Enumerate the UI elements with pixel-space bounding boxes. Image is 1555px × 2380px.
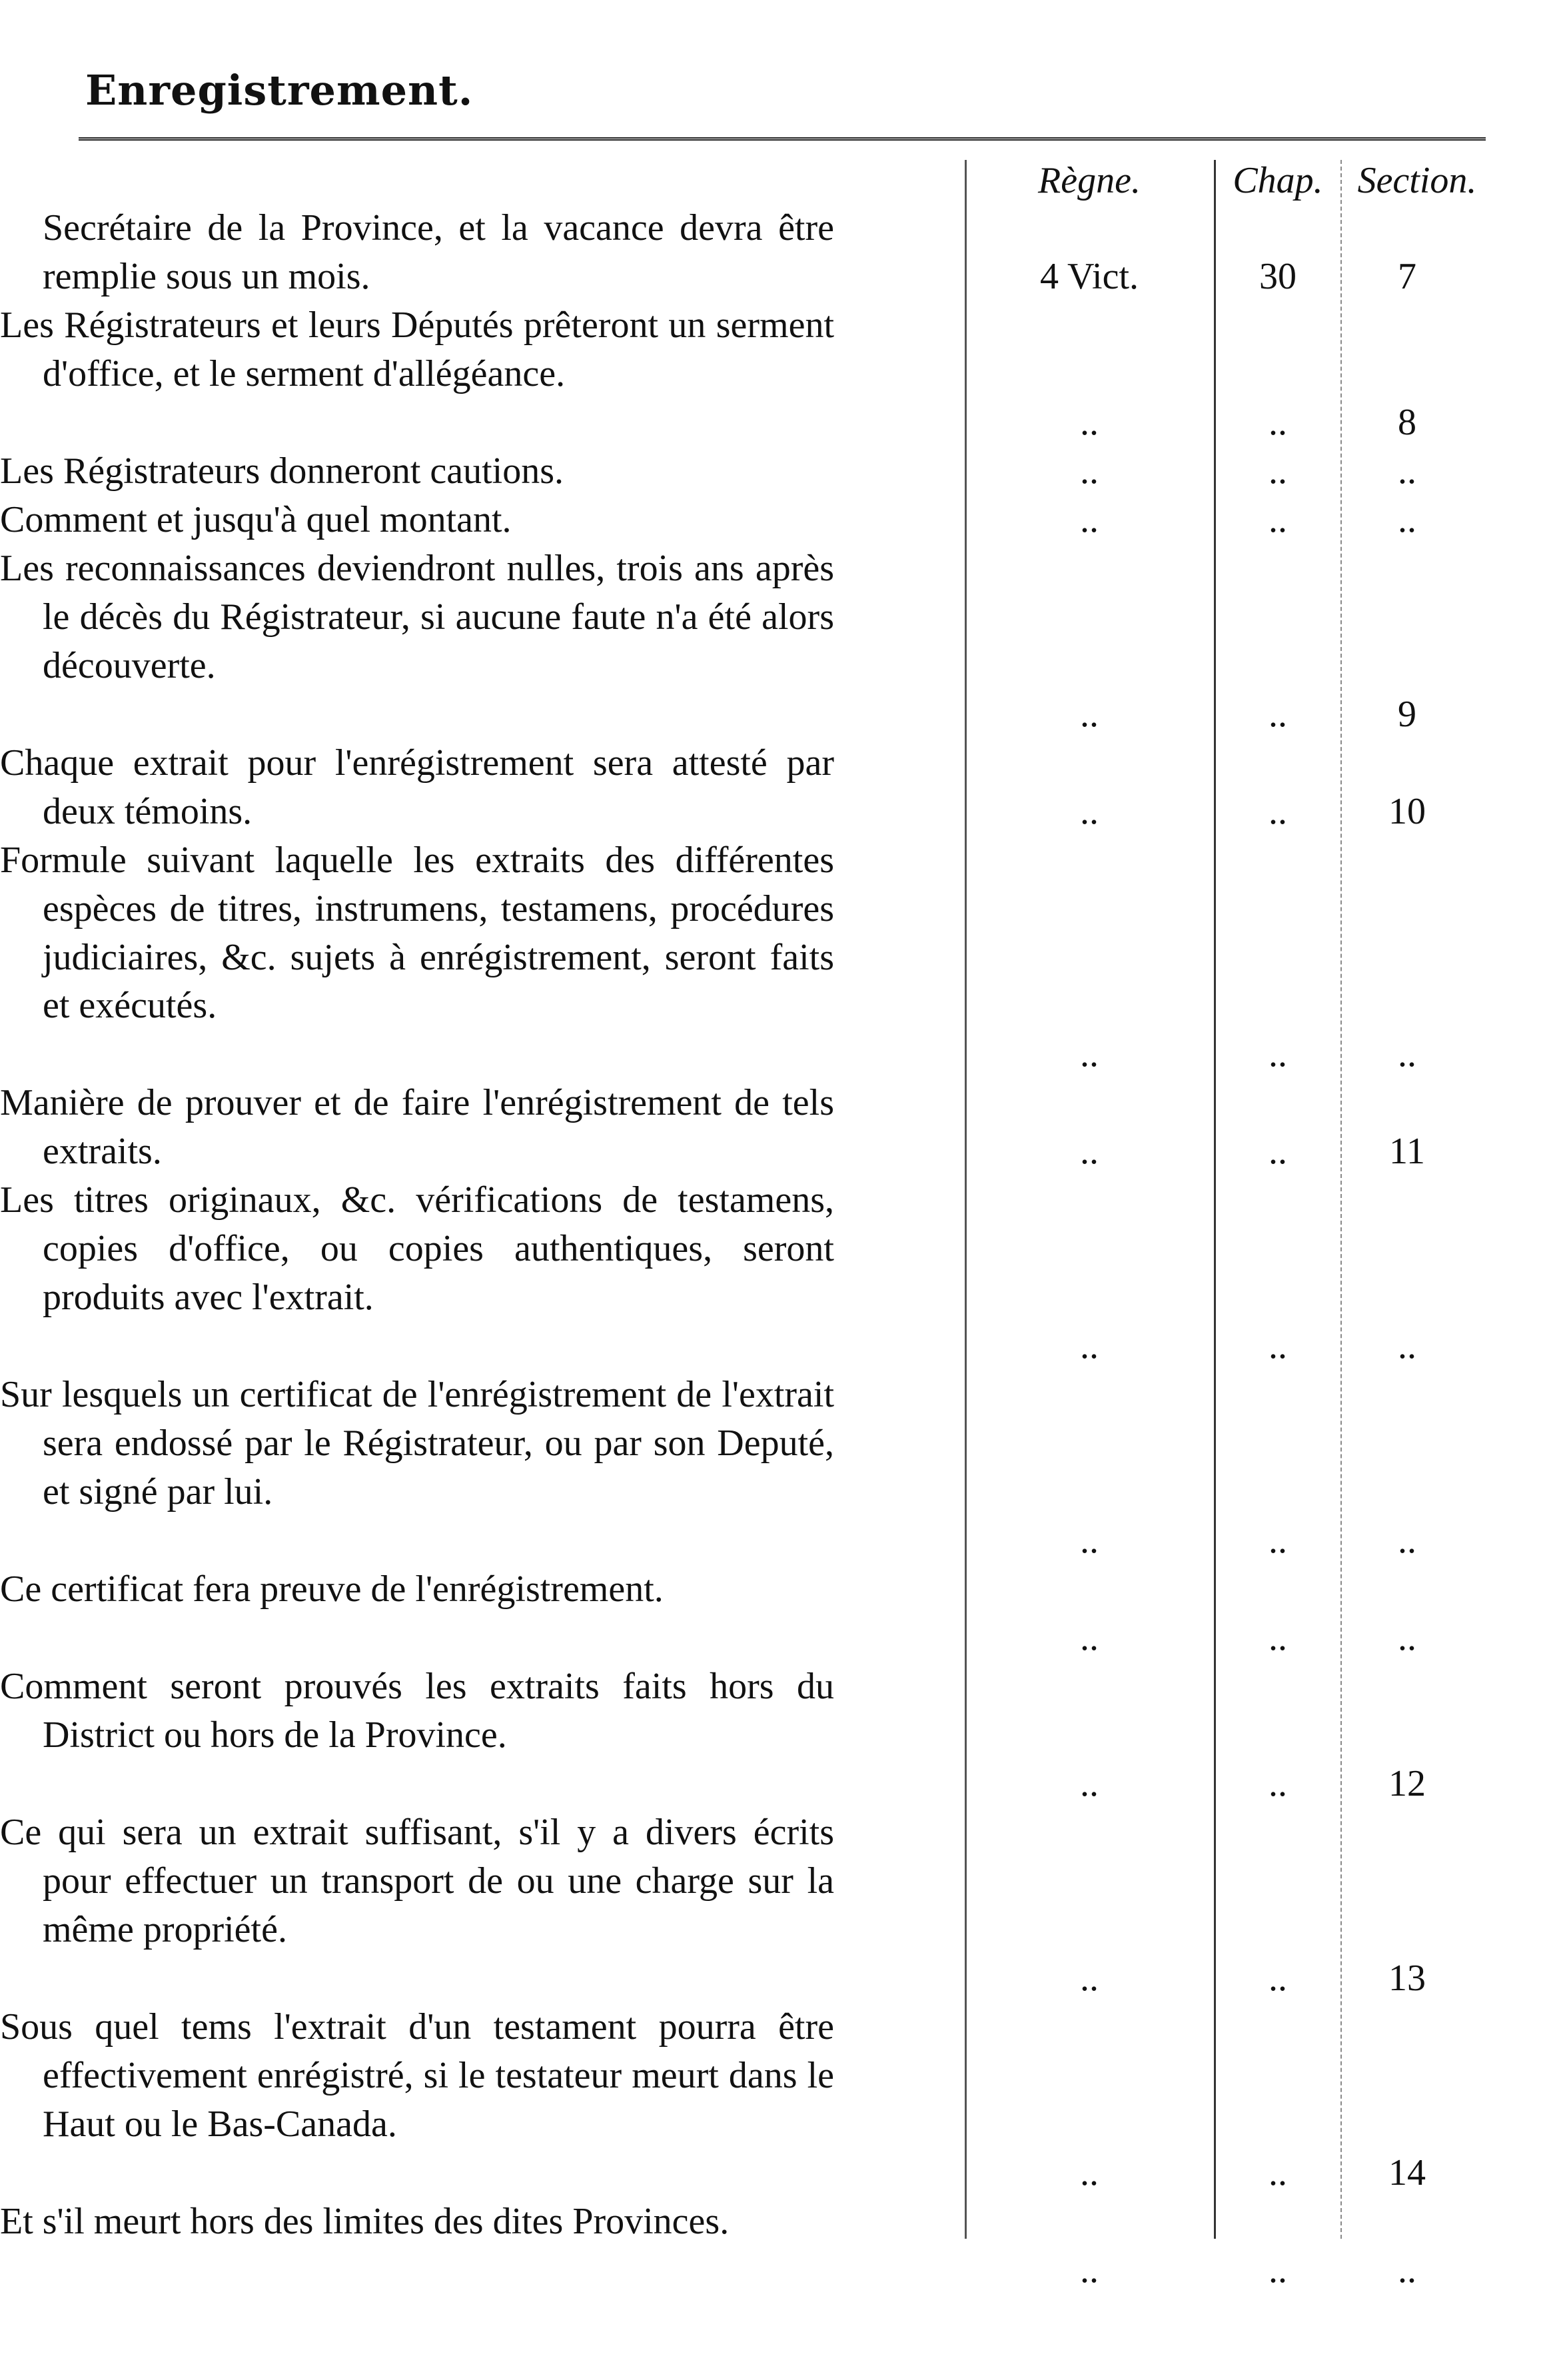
section-cell: 10 — [1388, 791, 1426, 832]
regne-cell: .. — [1080, 1958, 1099, 1999]
entry-text: Ce qui sera un extrait suffisant, s'il y a divers écrits pour effectuer un transport de ou une charge sur la même propriété. — [0, 1812, 834, 1950]
entry-text: Chaque extrait pour l'enrégistrement sera attesté par deux témoins. — [0, 742, 834, 832]
section-cell: 8 — [1398, 402, 1416, 443]
entry-text: Sur lesquels un certificat de l'enrégistrement de l'extrait sera endossé par le Régistrateur, ou par son Deputé, et signé par lui. — [0, 1374, 834, 1512]
table-row — [0, 301, 1555, 447]
section-cell: .. — [1398, 1033, 1416, 1075]
regne-cell: .. — [1080, 2249, 1099, 2291]
entry-text: Sous quel tems l'extrait d'un testament pourra être effectivement enrégistré, si le testateur meurt dans le Haut ou le Bas-Canada. — [0, 2006, 834, 2145]
regne-cell: .. — [1080, 1131, 1099, 1172]
regne-cell: .. — [1080, 1617, 1099, 1658]
entry-text: Comment et jusqu'à quel montant. — [0, 499, 512, 540]
column-header-regne: Règne. — [1038, 160, 1141, 201]
chap-cell: .. — [1269, 1131, 1287, 1172]
table-row — [0, 1565, 1555, 1662]
column-header-section: Section. — [1357, 160, 1477, 201]
regne-cell: .. — [1080, 402, 1099, 443]
regne-cell: .. — [1080, 791, 1099, 832]
chap-cell: .. — [1269, 499, 1287, 540]
table-row — [0, 1808, 1555, 2003]
section-cell: 14 — [1388, 2152, 1426, 2193]
column-header-chap: Chap. — [1233, 160, 1323, 201]
table-row — [0, 496, 1555, 544]
chap-cell: .. — [1269, 791, 1287, 832]
table-row — [0, 1371, 1555, 1565]
chap-cell: .. — [1269, 1763, 1287, 1804]
regne-cell: .. — [1080, 694, 1099, 735]
section-cell: 7 — [1398, 256, 1416, 297]
table-row — [0, 544, 1555, 739]
chap-cell: .. — [1269, 1325, 1287, 1367]
entry-text: Secrétaire de la Province, et la vacance devra être remplie sous un mois. — [43, 207, 834, 297]
table-row — [0, 447, 1555, 496]
table-row — [0, 204, 1555, 301]
section-cell: 11 — [1389, 1131, 1425, 1172]
chap-cell: .. — [1269, 450, 1287, 492]
entry-text: Les titres originaux, &c. vérifications de testamens, copies d'office, ou copies authentiques, seront produits avec l'extrait. — [0, 1179, 834, 1318]
section-cell: .. — [1398, 1520, 1416, 1561]
regne-cell: 4 Vict. — [1039, 256, 1139, 297]
regne-cell: .. — [1080, 2152, 1099, 2193]
chap-cell: .. — [1269, 402, 1287, 443]
table-row — [0, 1079, 1555, 1176]
section-cell: .. — [1398, 499, 1416, 540]
chap-cell: .. — [1269, 2152, 1287, 2193]
table-row — [0, 836, 1555, 1079]
regne-cell: .. — [1080, 1033, 1099, 1075]
section-cell: .. — [1398, 2249, 1416, 2291]
section-cell: .. — [1398, 1325, 1416, 1367]
section-cell: 12 — [1388, 1763, 1426, 1804]
regne-cell: .. — [1080, 1520, 1099, 1561]
entry-text: Les Régistrateurs donneront cautions. — [0, 450, 564, 492]
regne-cell: .. — [1080, 450, 1099, 492]
table-row — [0, 2003, 1555, 2197]
chap-cell: 30 — [1259, 256, 1296, 297]
entry-text: Les Régistrateurs et leurs Députés prêteront un serment d'office, et le serment d'allégéance. — [0, 304, 834, 394]
chap-cell: .. — [1269, 1033, 1287, 1075]
regne-cell: .. — [1080, 1763, 1099, 1804]
chap-cell: .. — [1269, 694, 1287, 735]
entry-text: Formule suivant laquelle les extraits des différentes espèces de titres, instrumens, testamens, procédures judiciaires, &c. sujets à enrégistrement, seront faits et exécutés. — [0, 840, 834, 1027]
chap-cell: .. — [1269, 1617, 1287, 1658]
table-row — [0, 739, 1555, 836]
entry-text: Comment seront prouvés les extraits faits hors du District ou hors de la Province. — [0, 1666, 834, 1756]
entry-text: Et s'il meurt hors des limites des dites Provinces. — [0, 2201, 730, 2242]
entry-text: Manière de prouver et de faire l'enrégistrement de tels extraits. — [0, 1082, 834, 1172]
section-cell: .. — [1398, 450, 1416, 492]
regne-cell: .. — [1080, 499, 1099, 540]
table-row — [0, 2197, 1555, 2295]
section-cell: 13 — [1388, 1958, 1426, 1999]
page-header: Enregistrement. — [85, 66, 474, 115]
chap-cell: .. — [1269, 2249, 1287, 2291]
chap-cell: .. — [1269, 1958, 1287, 1999]
section-cell: 9 — [1398, 694, 1416, 735]
header-rule — [79, 137, 1486, 149]
table-row — [0, 1662, 1555, 1808]
table-row — [0, 1176, 1555, 1371]
entry-text: Les reconnaissances deviendront nulles, trois ans après le décès du Régistrateur, si aucune faute n'a été alors découverte. — [0, 548, 834, 686]
entry-text: Ce certificat fera preuve de l'enrégistrement. — [0, 1568, 664, 1610]
chap-cell: .. — [1269, 1520, 1287, 1561]
section-cell: .. — [1398, 1617, 1416, 1658]
regne-cell: .. — [1080, 1325, 1099, 1367]
